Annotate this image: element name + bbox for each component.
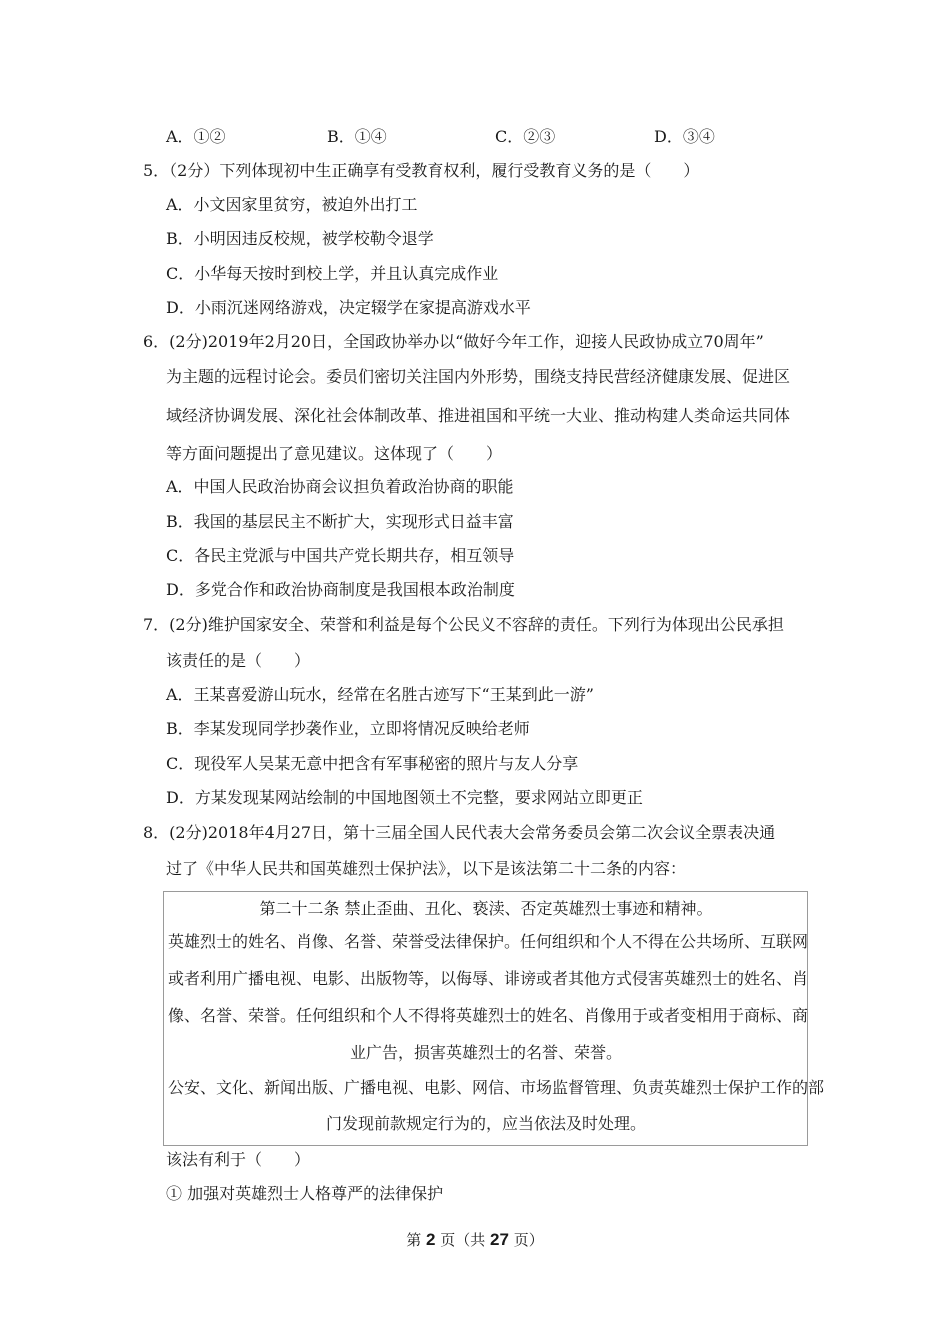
q4-option-d: D．③④ bbox=[654, 127, 715, 146]
law-article-text-line: 或者利用广播电视、电影、出版物等，以侮辱、诽谤或者其他方式侵害英雄烈士的姓名、肖 bbox=[168, 969, 809, 988]
q4-option-c: C．②③ bbox=[495, 127, 556, 146]
q7-stem-line-2: 该责任的是（ ） bbox=[166, 651, 311, 670]
q8-item-1: ① 加强对英雄烈士人格尊严的法律保护 bbox=[166, 1184, 444, 1203]
law-article-box bbox=[163, 891, 825, 1146]
law-article-text-line: 门发现前款规定行为的，应当依法及时处理。 bbox=[325, 1114, 646, 1133]
footer-suffix: 页） bbox=[508, 1231, 544, 1249]
q6-stem-line-1: 6．(2分)2019年2月20日，全国政协举办以“做好今年工作，迎接人民政协成立70周年” bbox=[143, 332, 764, 351]
q7-stem-line-1: 7．(2分)维护国家安全、荣誉和利益是每个公民义不容辞的责任。下列行为体现出公民承担 bbox=[143, 615, 784, 634]
q7-option-b: B．李某发现同学抄袭作业，立即将情况反映给老师 bbox=[166, 719, 530, 738]
q6-option-c: C．各民主党派与中国共产党长期共存，相互领导 bbox=[166, 546, 515, 565]
q6-option-d: D．多党合作和政治协商制度是我国根本政治制度 bbox=[166, 580, 515, 599]
q5-stem: 5．（2分）下列体现初中生正确享有受教育权利，履行受教育义务的是（ ） bbox=[143, 161, 700, 180]
footer-page-number: 2 bbox=[426, 1230, 436, 1249]
law-article-text-line: 业广告，损害英雄烈士的名誉、荣誉。 bbox=[349, 1043, 622, 1062]
law-article-text-line: 像、名誉、荣誉。任何组织和个人不得将英雄烈士的姓名、肖像用于或者变相用于商标、商 bbox=[168, 1006, 809, 1025]
q7-option-c: C．现役军人吴某无意中把含有军事秘密的照片与友人分享 bbox=[166, 754, 579, 773]
q6-option-b: B．我国的基层民主不断扩大，实现形式日益丰富 bbox=[166, 512, 514, 531]
law-article-text-line: 公安、文化、新闻出版、广播电视、电影、网信、市场监督管理、负责英雄烈士保护工作的部 bbox=[168, 1078, 825, 1097]
q6-option-a: A．中国人民政治协商会议担负着政治协商的职能 bbox=[166, 477, 514, 496]
q7-option-a: A．王某喜爱游山玩水，经常在名胜古迹写下“王某到此一游” bbox=[166, 685, 594, 704]
q6-stem-line-4: 等方面问题提出了意见建议。这体现了（ ） bbox=[166, 444, 503, 463]
q8-stem-line-1: 8．(2分)2018年4月27日，第十三届全国人民代表大会常务委员会第二次会议全票表决通 bbox=[143, 823, 776, 842]
q8-stem-line-2: 过了《中华人民共和国英雄烈士保护法》，以下是该法第二十二条的内容： bbox=[166, 859, 687, 878]
law-article-title: 第二十二条 禁止歪曲、丑化、亵渎、否定英雄烈士事迹和精神。 bbox=[259, 899, 713, 918]
q4-option-b: B．①④ bbox=[327, 127, 387, 146]
q8-question: 该法有利于（ ） bbox=[166, 1150, 311, 1169]
q6-stem-line-2: 为主题的远程讨论会。委员们密切关注国内外形势，围绕支持民营经济健康发展、促进区 bbox=[166, 367, 791, 386]
footer-middle: 页（共 bbox=[435, 1231, 491, 1249]
q5-option-c: C．小华每天按时到校上学，并且认真完成作业 bbox=[166, 264, 499, 283]
q4-options bbox=[166, 127, 726, 147]
q4-option-a: A．①② bbox=[166, 127, 226, 146]
footer-total-pages: 27 bbox=[490, 1230, 509, 1249]
q5-option-a: A．小文因家里贫穷，被迫外出打工 bbox=[166, 195, 418, 214]
q5-option-b: B．小明因违反校规，被学校勒令退学 bbox=[166, 229, 434, 248]
q6-stem-line-3: 域经济协调发展、深化社会体制改革、推进祖国和平统一大业、推动构建人类命运共同体 bbox=[166, 406, 791, 425]
page-footer bbox=[0, 1230, 950, 1250]
footer-prefix: 第 bbox=[406, 1231, 427, 1249]
q5-option-d: D．小雨沉迷网络游戏，决定辍学在家提高游戏水平 bbox=[166, 298, 531, 317]
law-article-text-line: 英雄烈士的姓名、肖像、名誉、荣誉受法律保护。任何组织和个人不得在公共场所、互联网 bbox=[168, 932, 809, 951]
q7-option-d: D．方某发现某网站绘制的中国地图领土不完整，要求网站立即更正 bbox=[166, 788, 643, 807]
